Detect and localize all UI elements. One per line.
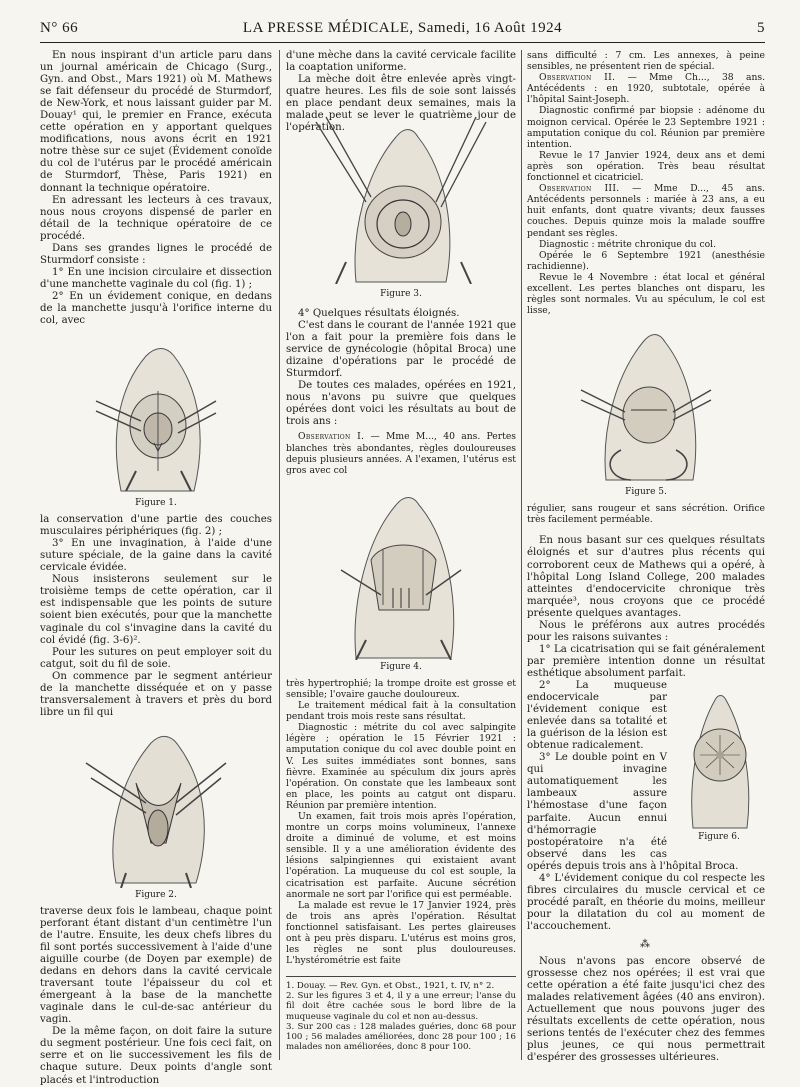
figure-5-illustration [561, 320, 731, 485]
paragraph: Opérée le 6 Septembre 1921 (anesthésie rachidienne). [527, 249, 765, 272]
observation-label: Observation III. [539, 183, 620, 195]
paragraph: Un examen, fait trois mois après l'opération, montre un corps moins volumineux, l'annexe droite a diminué de volume, et est moins sensible. Il y a une amélioration évidente des lésions salpingiennes qui existaient avant l'opération. La muqueuse du col est souple, la cicatrisation est parfaite. Aucune sécrétion anormale ne sort par l'orifice qui est perméable. [286, 810, 516, 900]
paragraph: Diagnostic : métrite du col avec salpingite légère ; opération le 15 Février 1921 : amputation conique du col avec double point en V. Les suites immédiates sont bonnes, sans fièvre. Examinée au spéculum dix jours après l'opération. On constate que les lambeaux sont en place, les points au catgut ont disparu. Réunion par première intention. [286, 722, 516, 811]
paragraph: 2° La muqueuse endocervicale par l'évidement conique est enlevée dans sa totalité et la guérison de la lésion est obtenue radicalement. [527, 680, 667, 752]
footnote-2: 2. Sur les figures 3 et 4, il y a une erreur; l'anse du fil doit être cachée sous le bord libre de la muqueuse vaginale du col et non au-dessus. [286, 991, 516, 1022]
paragraph: En nous inspirant d'un article paru dans un journal américain de Chicago (Surg., Gyn. and Obst., Mars 1921) où M. Mathews se fait défenseur du procédé de Sturmdorf, de New-York, et nous laissant guider par M. Douay¹ qui, le premier en France, exécuta cette opération en y apportant quelques modifications, nous avons écrit en 1921 notre thèse sur ce sujet (Évidement conoïde du col de l'utérus par le procédé américain de Sturmdorf, Thèse, Paris 1921) en donnant la technique opératoire. [40, 50, 272, 194]
figure-1-illustration [66, 331, 246, 496]
paragraph: Nous le préférons aux autres procédés pour les raisons suivantes : [527, 619, 765, 643]
paragraph: C'est dans le courant de l'année 1921 que l'on a fait pour la première fois dans le service de gynécologie (hôpital Broca) une dizaine d'opérations par le procédé de Sturmdorf. [286, 320, 516, 380]
footnote-1: 1. Douay. — Rev. Gyn. et Obst., 1921, t. IV, n° 2. [286, 981, 495, 992]
observation-label: Observation II. [539, 72, 616, 84]
paragraph: La mèche doit être enlevée après vingt-quatre heures. Les fils de soie sont laissés en place pendant deux semaines, mais la malade peut se lever le quatrième jour de l'opération. [286, 74, 516, 134]
column-1 [40, 50, 272, 1087]
paragraph: Revue le 4 Novembre : état local et général excellent. Les pertes blanches ont disparu, les règles sont normales. Vu au spéculum, le col est lisse, [527, 271, 765, 317]
paragraph: la conservation d'une partie des couches musculaires périphériques (fig. 2) ; [40, 514, 272, 538]
paragraph: sans difficulté : 7 cm. Les annexes, à peine sensibles, ne présentent rien de spécial. [527, 50, 765, 73]
figure-2-caption: Figure 2. [135, 889, 177, 900]
paragraph: Diagnostic confirmé par biopsie : adénome du moignon cervical. Opérée le 23 Septembre 1921 : amputation conique du col. Réunion par première intention. [527, 105, 765, 150]
paragraph: d'une mèche dans la cavité cervicale facilite la coaptation uniforme. [286, 50, 516, 74]
paragraph: 1° La cicatrisation qui se fait généralement par première intention donne un résultat esthétique absolument parfait. [527, 643, 765, 679]
paragraph: De toutes ces malades, opérées en 1921, nous n'avons pu suivre que quelques opérées dont voici les résultats au bout de trois ans : [286, 380, 516, 428]
observation-1: Observation I. — Mme M..., 40 ans. Pertes blanches très abondantes, règles douloureuses depuis plusieurs années. A l'examen, l'utérus est gros avec col [286, 431, 516, 476]
paragraph: Diagnostic : métrite chronique du col. [539, 238, 717, 250]
paragraph: 1° En une incision circulaire et dissection d'une manchette vaginale du col (fig. 1) ; [40, 266, 272, 290]
paragraph: On commence par le segment antérieur de la manchette disséquée et on y passe transversalement à travers et près du bord libre un fil qui [40, 670, 272, 718]
issue-number: N° 66 [40, 20, 79, 36]
paragraph: Nous insisterons seulement sur le troisième temps de cette opération, car il est indispensable que les points de suture soient bien exécutés, pour que la manchette vaginale du col s'invagine dans la cavité du col évidé (fig. 3-6)². [40, 574, 272, 646]
column-3 [527, 50, 765, 1064]
figure-6-illustration [673, 680, 765, 830]
paragraph: Nous n'avons pas encore observé de grossesse chez nos opérées; il est vrai que cette opération a été faite jusqu'ici chez des malades relativement âgées (40 ans environ). Actuellement que nous pouvons juger des résultats excellents de cette opération, nous serions tentés de l'exécuter chez des femmes plus jeunes, ce qui nous permettrait d'espérer des grossesses ultérieures. [527, 955, 765, 1064]
figure-6-block [673, 680, 765, 848]
paragraph: La malade est revue le 17 Janvier 1924, près de trois ans après l'opération. Résultat fonctionnel satisfaisant. Les pertes glaireuses ont à peu près disparu. L'utérus est moins gros, les règles ne sont plus douloureuses. L'hystérométrie est faite [286, 899, 516, 967]
column-rule [521, 50, 522, 1060]
footnotes [286, 976, 516, 1052]
paragraph: Pour les sutures on peut employer soit du catgut, soit du fil de soie. [40, 646, 272, 670]
figure-6-caption: Figure 6. [698, 832, 740, 842]
figure-4-illustration [311, 480, 491, 660]
observation-label: Observation I. [298, 431, 365, 443]
paragraph: traverse deux fois le lambeau, chaque point perforant étant distant d'un centimètre l'un de l'autre. Ensuite, les deux chefs libres du fil sont portés successivement à l'aide d'une aiguille courbe (de Doyen par exemple) de dedans en dehors dans la cavité cervicale traversant toute l'épaisseur du col et émergeant à la base de la manchette vaginale dans le cul-de-sac antérieur du vagin. [40, 905, 272, 1026]
paragraph: De la même façon, on doit faire la suture du segment postérieur. Une fois ceci fait, on serre et on lie successivement les fils de chaque suture. Deux points d'angle sont placés et l'introduction [40, 1026, 272, 1086]
figure-3-illustration [306, 112, 496, 284]
column-2-continued [286, 308, 516, 1052]
paragraph: 2° En un évidement conique, en dedans de la manchette jusqu'à l'orifice interne du col, avec [40, 290, 272, 327]
paragraph: En adressant les lecteurs à ces travaux, nous nous croyons dispensé de parler en détail de la technique opératoire de ce procédé. [40, 194, 272, 242]
paragraph: 3° Le double point en V qui invagine automatiquement les lambeaux assure l'hémostase d'une façon parfaite. Aucun ennui d'hémorragie postopératoire n'a été observé dans les cas opérés depuis trois ans à l'hôpital Broca. [527, 752, 739, 872]
journal-title: LA PRESSE MÉDICALE, Samedi, 16 Août 1924 [242, 20, 563, 36]
column-rule [279, 50, 280, 1060]
figure-3-caption: Figure 3. [380, 289, 422, 299]
paragraph: 4° Quelques résultats éloignés. [298, 308, 460, 319]
paragraph: Le traitement médical fait à la consultation pendant trois mois reste sans résultat. [286, 700, 516, 723]
footnote-3: 3. Sur 200 cas : 128 malades guéries, donc 68 pour 100 ; 56 malades améliorées, donc 28 pour 100 ; 16 malades non améliorées, donc 8 pour 100. [286, 1021, 516, 1052]
figure-1-caption: Figure 1. [135, 498, 177, 509]
observation-2: Observation II. — Mme Ch..., 38 ans. Antécédents : en 1920, subtotale, opérée à l'hôpital Saint-Joseph. [527, 72, 766, 106]
figure-4-caption: Figure 4. [380, 661, 422, 672]
paragraph: Dans ses grandes lignes le procédé de Sturmdorf consiste : [40, 242, 272, 266]
paragraph: 4° L'évidement conique du col respecte les fibres circulaires du muscle cervical et ce procédé paraît, en théorie du moins, meilleur pour la dilatation du col au moment de l'accouchement. [527, 872, 765, 932]
paragraph: En nous basant sur ces quelques résultats éloignés et sur d'autres plus récents qui corroborent ceux de Mathews qui a opéré, à l'hôpital Long Island College, 200 malades atteintes d'endocervicite chronique très marquée³, nous croyons que ce procédé présente quelques avantages. [527, 535, 765, 619]
figure-5-caption: Figure 5. [625, 487, 667, 498]
paragraph: régulier, sans rougeur et sans sécrétion. Orifice très facilement perméable. [527, 503, 765, 526]
paragraph: Revue le 17 Janvier 1924, deux ans et demi après son opération. Très beau résultat fonctionnel et cicatriciel. [527, 149, 765, 184]
figure-2-illustration [66, 723, 246, 888]
page-header [40, 20, 765, 43]
section-separator: ⁂ [640, 938, 652, 950]
paragraph: très hypertrophié; la trompe droite est grosse et sensible; l'ovaire gauche douloureux. [286, 677, 516, 700]
observation-3: Observation III. — Mme D..., 45 ans. Antécédents personnels : mariée à 23 ans, a eu huit enfants, dont quatre vivants; deux fausses couches. Depuis quinze mois la malade souffre pendant ses règles. [527, 183, 765, 239]
paragraph: 3° En une invagination, à l'aide d'une suture spéciale, de la gaine dans la cavité cervicale évidée. [40, 538, 272, 574]
page-number: 5 [757, 20, 765, 36]
